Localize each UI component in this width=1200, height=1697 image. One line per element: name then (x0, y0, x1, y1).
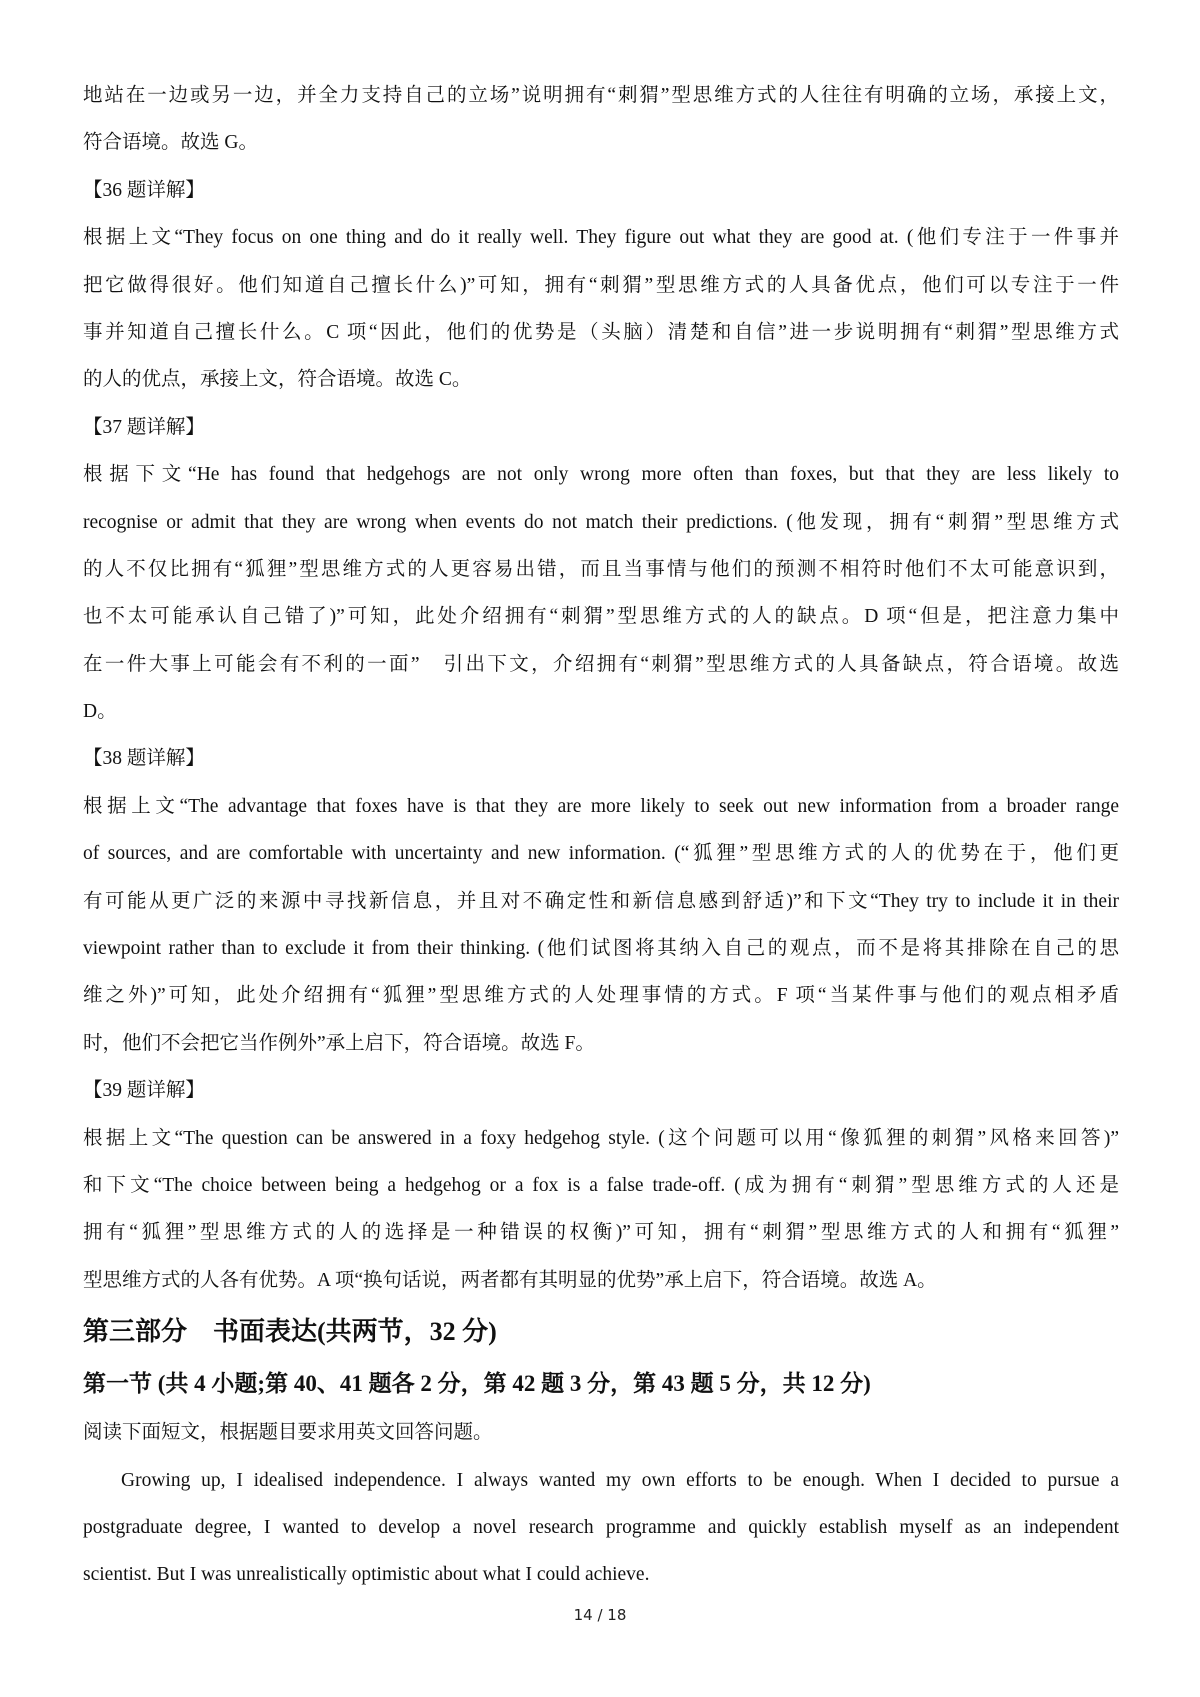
text-line: Growing up, I idealised independence. I always wanted my own efforts to be enough. When I decided to pursue a (121, 1469, 1119, 1491)
part3-heading (83, 1304, 1119, 1359)
text-line: 也不太可能承认自己错了)”可知，此处介绍拥有“刺猬”型思维方式的人的缺点。D 项“但是，把注意力集中 (83, 606, 1119, 628)
text-line: 的人的优点，承接上文，符合语境。故选 C。 (83, 369, 472, 391)
q39-heading (83, 1067, 1119, 1114)
text-line: 【37 题详解】 (83, 416, 205, 438)
text-line: viewpoint rather than to exclude it from their thinking. (他们试图将其纳入自己的观点，而不是将其排除在自己的思 (83, 938, 1119, 960)
text-line: 有可能从更广泛的来源中寻找新信息，并且对不确定性和新信息感到舒适)”和下文“They try to include it in their (83, 890, 1119, 912)
text-line: 【38 题详解】 (83, 748, 205, 770)
text-line: 维之外)”可知，此处介绍拥有“狐狸”型思维方式的人处理事情的方式。F 项“当某件事与他们的观点相矛盾 (83, 985, 1119, 1007)
document-content (83, 72, 1119, 1599)
text-line: 根据上文“The question can be answered in a foxy hedgehog style. (这个问题可以用“像狐狸的刺猬”风格来回答)” (83, 1127, 1119, 1149)
text-line: 型思维方式的人各有优势。A 项“换句话说，两者都有其明显的优势”承上启下，符合语境。故选 A。 (83, 1269, 937, 1291)
text-line: 把它做得很好。他们知道自己擅长什么)”可知，拥有“刺猬”型思维方式的人具备优点，他们可以专注于一件 (83, 274, 1119, 296)
page-number: 14 / 18 (573, 1606, 627, 1624)
text-line: D。 (83, 701, 117, 723)
section1-heading (83, 1359, 1119, 1409)
text-line: 符合语境。故选 G。 (83, 132, 258, 154)
text-line: 第一节 (共 4 小题;第 40、41 题各 2 分，第 42 题 3 分，第 43 题 5 分，共 12 分) (83, 1371, 871, 1397)
text-line: 【39 题详解】 (83, 1080, 205, 1102)
section1-instruction (83, 1409, 1119, 1456)
text-line: 和下文“The choice between being a hedgehog or a fox is a false trade-off. (成为拥有“刺猬”型思维方式的人还是 (83, 1174, 1119, 1196)
text-line: of sources, and are comfortable with uncertainty and new information. (“狐狸”型思维方式的人的优势在于，他们更 (83, 843, 1119, 865)
text-line: 在一件大事上可能会有不利的一面” 引出下文，介绍拥有“刺猬”型思维方式的人具备缺点，符合语境。故选 (83, 653, 1119, 675)
q38-heading (83, 735, 1119, 782)
text-line: 地站在一边或另一边，并全力支持自己的立场”说明拥有“刺猬”型思维方式的人往往有明确的立场，承接上文， (83, 85, 1119, 106)
text-line: 的人不仅比拥有“狐狸”型思维方式的人更容易出错，而且当事情与他们的预测不相符时他们不太可能意识到， (83, 558, 1119, 580)
text-line: postgraduate degree, I wanted to develop a novel research programme and quickly establish myself as an independent (83, 1516, 1119, 1538)
q39-explanation (83, 1115, 1119, 1305)
text-line: 拥有“狐狸”型思维方式的人的选择是一种错误的权衡)”可知，拥有“刺猬”型思维方式的人和拥有“狐狸” (83, 1222, 1119, 1244)
text-line: 时，他们不会把它当作例外”承上启下，符合语境。故选 F。 (83, 1032, 595, 1054)
q38-explanation (83, 783, 1119, 1067)
text-line: 事并知道自己擅长什么。C 项“因此，他们的优势是（头脑）清楚和自信”进一步说明拥有“刺猬”型思维方式 (83, 321, 1119, 343)
paragraph-g-conclusion (83, 72, 1119, 167)
text-line: recognise or admit that they are wrong when events do not match their predictions. (他发现，拥有“刺猬”型思维方式 (83, 511, 1119, 533)
text-line: 阅读下面短文，根据题目要求用英文回答问题。 (83, 1422, 493, 1444)
text-line: 【36 题详解】 (83, 179, 205, 201)
q37-explanation (83, 451, 1119, 735)
text-line: 根据上文“They focus on one thing and do it really well. They figure out what they are good at. (他们专注于一件事并 (83, 227, 1119, 249)
q37-heading (83, 404, 1119, 451)
text-line: 根据下文“He has found that hedgehogs are not only wrong more often than foxes, but that they are less likely to (83, 464, 1119, 486)
text-line: scientist. But I was unrealistically optimistic about what I could achieve. (83, 1564, 650, 1586)
text-line: 根据上文“The advantage that foxes have is that they are more likely to seek out new information from a broader range (83, 795, 1119, 817)
q36-heading (83, 167, 1119, 214)
text-line: 第三部分 书面表达(共两节，32 分) (83, 1317, 497, 1347)
q36-explanation (83, 214, 1119, 404)
reading-passage (83, 1457, 1119, 1599)
